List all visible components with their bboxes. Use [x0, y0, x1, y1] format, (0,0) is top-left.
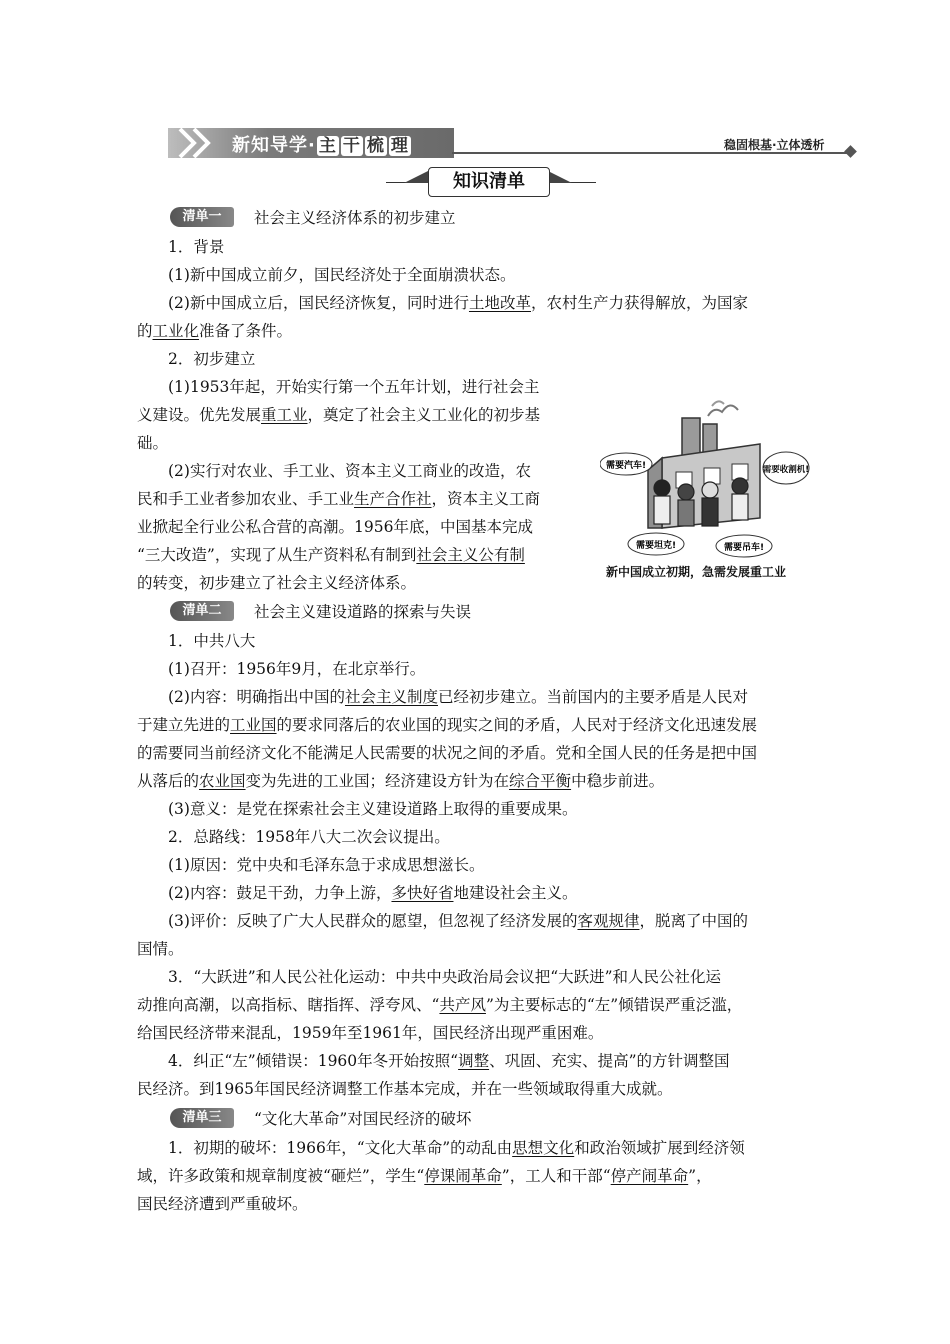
paragraph: (1)原因：党中央和毛泽东急于求成思想滋长。: [168, 856, 485, 874]
paragraph: 民经济。到1965年国民经济调整工作基本完成，并在一些领域取得重大成就。: [137, 1080, 673, 1098]
section-heading: 社会主义经济体系的初步建立: [254, 209, 456, 227]
banner-box-char: 梳: [366, 136, 385, 156]
underlined-term: 土地改革: [468, 294, 531, 312]
paragraph: 从落后的农业国变为先进的工业国；经济建设方针为在综合平衡中稳步前进。: [137, 772, 665, 790]
figure-caption: 新中国成立初期，急需发展重工业: [606, 565, 787, 579]
paragraph: (3)意义：是党在探索社会主义建设道路上取得的重要成果。: [168, 800, 578, 818]
paragraph: (2)内容：明确指出中国的社会主义制度已经初步建立。当前国内的主要矛盾是人民对: [168, 688, 748, 706]
paragraph: 础。: [137, 434, 169, 452]
bubble-text: 需要收割机!: [762, 465, 810, 475]
paragraph: (2)新中国成立后，国民经济恢复，同时进行土地改革，农村生产力获得解放，为国家: [168, 294, 748, 312]
heading: 1．背景: [168, 238, 225, 256]
underlined-term: 工业国: [230, 716, 277, 734]
bubble-text: 需要吊车!: [723, 543, 765, 553]
banner-title-text: 新知导学·: [232, 135, 316, 156]
underlined-term: 重工业: [261, 406, 308, 424]
underlined-term: 工业化: [152, 322, 200, 340]
paragraph: 的转变，初步建立了社会主义经济体系。: [137, 574, 417, 592]
double-chevron-icon: [176, 126, 220, 160]
underlined-term: 思想文化: [512, 1139, 575, 1157]
factory-cartoon-illustration: [600, 388, 810, 560]
paragraph: 1．初期的破坏：1966年，“文化大革命”的动乱由思想文化和政治领域扩展到经济领: [168, 1139, 745, 1157]
diamond-icon: [844, 145, 857, 158]
paragraph: 4．纠正“左”倾错误：1960年冬开始按照“调整、巩固、充实、提高”的方针调整国: [168, 1052, 730, 1070]
underlined-term: 社会主义制度: [344, 688, 438, 706]
section-heading: “文化大革命”对国民经济的破坏: [254, 1110, 472, 1128]
underlined-term: 农业国: [199, 772, 246, 790]
heading: 1．中共八大: [168, 632, 256, 650]
paragraph: 域，许多政策和规章制度被“砸烂”，学生“停课闹革命”，工人和干部“停产闹革命”，: [137, 1167, 712, 1185]
paragraph: 3．“大跃进”和人民公社化运动：中共中央政治局会议把“大跃进”和人民公社化运: [168, 968, 722, 986]
section-title: 知识清单: [428, 167, 550, 197]
paragraph: 国民经济遭到严重破坏。: [137, 1195, 308, 1213]
section-badge: 清单三: [170, 1108, 234, 1128]
paragraph: (1)1953年起，开始实行第一个五年计划，进行社会主: [168, 378, 540, 396]
triangle-left-icon: [404, 170, 430, 184]
underlined-term: 综合平衡: [509, 772, 572, 790]
underlined-term: 社会主义公有制: [416, 546, 525, 564]
paragraph: (2)内容：鼓足干劲，力争上游，多快好省地建设社会主义。: [168, 884, 578, 902]
paragraph: 的需要同当前经济文化不能满足人民需要的状况之间的矛盾。党和全国人民的任务是把中国: [137, 744, 758, 762]
paragraph: 业掀起全行业公私合营的高潮。1956年底，中国基本完成: [137, 518, 533, 536]
underlined-term: 停产闹革命: [610, 1167, 689, 1185]
paragraph: 国情。: [137, 940, 184, 958]
paragraph: (1)新中国成立前夕，国民经济处于全面崩溃状态。: [168, 266, 516, 284]
banner-box-char: 干: [342, 136, 361, 156]
banner-title: [232, 131, 412, 157]
banner-box-char: 理: [390, 136, 409, 156]
paragraph: (2)实行对农业、手工业、资本主义工商业的改造，农: [168, 462, 531, 480]
paragraph: (1)召开：1956年9月，在北京举行。: [168, 660, 426, 678]
underlined-term: 共产风: [439, 996, 486, 1014]
underlined-term: 客观规律: [577, 912, 640, 930]
banner-box-char: 主: [318, 136, 337, 156]
bubble-text: 需要汽车!: [605, 461, 647, 471]
header-right-text: 稳固根基·立体透析: [724, 138, 825, 152]
section-heading: 社会主义建设道路的探索与失误: [254, 603, 472, 621]
paragraph: 动推向高潮，以高指标、瞎指挥、浮夸风、“共产风”为主要标志的“左”倾错误严重泛滥，: [137, 996, 743, 1014]
paragraph: 给国民经济带来混乱，1959年至1961年，国民经济出现严重困难。: [137, 1024, 604, 1042]
section-badge: 清单二: [170, 601, 234, 621]
underlined-term: 生产合作社: [354, 490, 432, 508]
underlined-term: 多快好省: [391, 884, 454, 902]
paragraph: 的工业化准备了条件。: [137, 322, 293, 340]
paragraph: 义建设。优先发展重工业，奠定了社会主义工业化的初步基: [137, 406, 541, 424]
paragraph: (3)评价：反映了广大人民群众的愿望，但忽视了经济发展的客观规律，脱离了中国的: [168, 912, 748, 930]
heading: 2．初步建立: [168, 350, 256, 368]
paragraph: 于建立先进的工业国的要求同落后的农业国的现实之间的矛盾，人民对于经济文化迅速发展: [137, 716, 758, 734]
paragraph: 民和手工业者参加农业、手工业生产合作社，资本主义工商: [137, 490, 541, 508]
bubble-text: 需要坦克!: [635, 541, 677, 551]
underlined-term: 停课闹革命: [424, 1167, 502, 1185]
section-badge: 清单一: [170, 207, 234, 227]
underlined-term: 调整: [458, 1052, 490, 1070]
paragraph: “三大改造”，实现了从生产资料私有制到社会主义公有制: [137, 546, 525, 564]
heading: 2．总路线：1958年八大二次会议提出。: [168, 828, 450, 846]
